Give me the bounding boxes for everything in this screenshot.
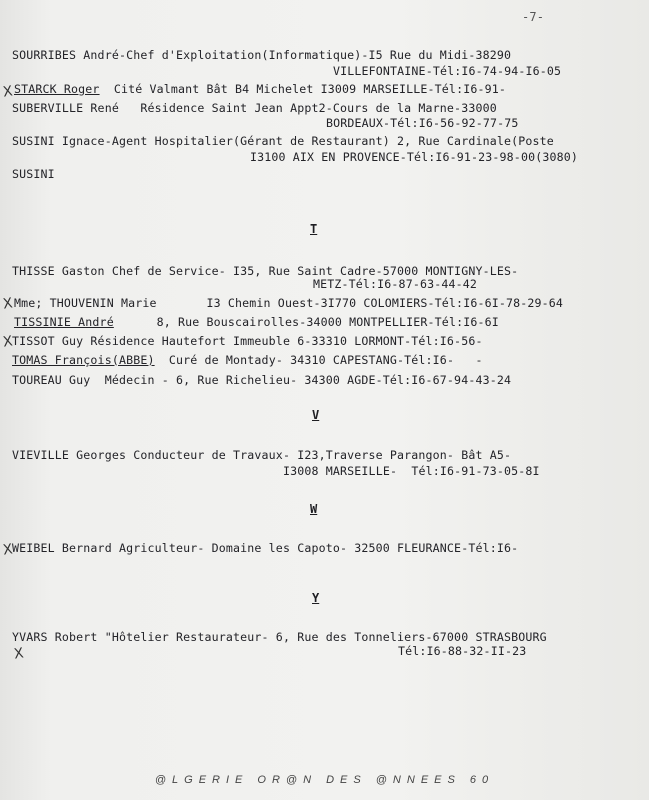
entry-starck-name: STARCK Roger [14,82,100,96]
entry-tissinie-line1: 8, Rue Bouscairolles-34000 MONTPELLIER-Tél:I6-6I [113,315,499,329]
margin-x-mark: X [12,645,25,663]
entry-vieville-line2: I3008 MARSEILLE- Tél:I6-91-73-05-8I [283,464,540,478]
margin-x-mark: X [1,333,14,351]
entry-starck [14,82,506,96]
entry-tomas [12,353,483,367]
section-letter-w: W [310,502,318,516]
entry-yvars-line2: Tél:I6-88-32-II-23 [398,644,527,658]
entry-susini-ignace-line1: SUSINI Ignace-Agent Hospitalier(Gérant de Restaurant) 2, Rue Cardinale(Poste [12,134,554,148]
entry-yvars-line1: YVARS Robert "Hôtelier Restaurateur- 6, Rue des Tonneliers-67000 STRASBOURG [12,630,547,644]
entry-toureau: TOUREAU Guy Médecin - 6, Rue Richelieu- 34300 AGDE-Tél:I6-67-94-43-24 [12,373,512,387]
entry-weibel: WEIBEL Bernard Agriculteur- Domaine les Capoto- 32500 FLEURANCE-Tél:I6- [12,541,519,555]
margin-x-mark: X [1,295,14,313]
entry-tomas-line1: Curé de Montady- 34310 CAPESTANG-Tél:I6- - [154,353,483,367]
section-letter-t: T [310,222,318,236]
entry-thisse-line2: METZ-Tél:I6-87-63-44-42 [313,277,477,291]
entry-suberville-line2: BORDEAUX-Tél:I6-56-92-77-75 [326,116,519,130]
entry-tissot: TISSOT Guy Résidence Hautefort Immeuble 6-33310 LORMONT-Tél:I6-56- [12,334,483,348]
page-number: -7- [522,10,545,24]
entry-starck-line1: Cité Valmant Bât B4 Michelet I3009 MARSEILLE-Tél:I6-91- [99,82,506,96]
entry-susini: SUSINI [12,167,55,181]
entry-tissinie-name: TISSINIE André [14,315,114,329]
entry-susini-ignace-line2: I3100 AIX EN PROVENCE-Tél:I6-91-23-98-00(3080) [250,150,578,164]
entry-thouvenin: Mme; THOUVENIN Marie I3 Chemin Ouest-3I770 COLOMIERS-Tél:I6-6I-78-29-64 [14,296,564,310]
footer-watermark: @LGERIE OR@N DES @NNEES 60 [154,774,495,786]
section-letter-v: V [312,408,320,422]
entry-suberville-line1: SUBERVILLE René Résidence Saint Jean Appt2-Cours de la Marne-33000 [12,101,497,115]
margin-x-mark: X [1,541,14,559]
section-letter-y: Y [312,591,320,605]
entry-thisse-line1: THISSE Gaston Chef de Service- I35, Rue Saint Cadre-57000 MONTIGNY-LES- [12,264,519,278]
entry-tomas-name: TOMAS François(ABBE) [12,353,155,367]
entry-tissinie [14,315,499,329]
margin-x-mark: X [1,83,14,101]
entry-sourribes-line1: SOURRIBES André-Chef d'Exploitation(Informatique)-I5 Rue du Midi-38290 [12,48,512,62]
entry-sourribes-line2: VILLEFONTAINE-Tél:I6-74-94-I6-05 [333,64,562,78]
entry-vieville-line1: VIEVILLE Georges Conducteur de Travaux- I23,Traverse Parangon- Bât A5- [12,448,512,462]
